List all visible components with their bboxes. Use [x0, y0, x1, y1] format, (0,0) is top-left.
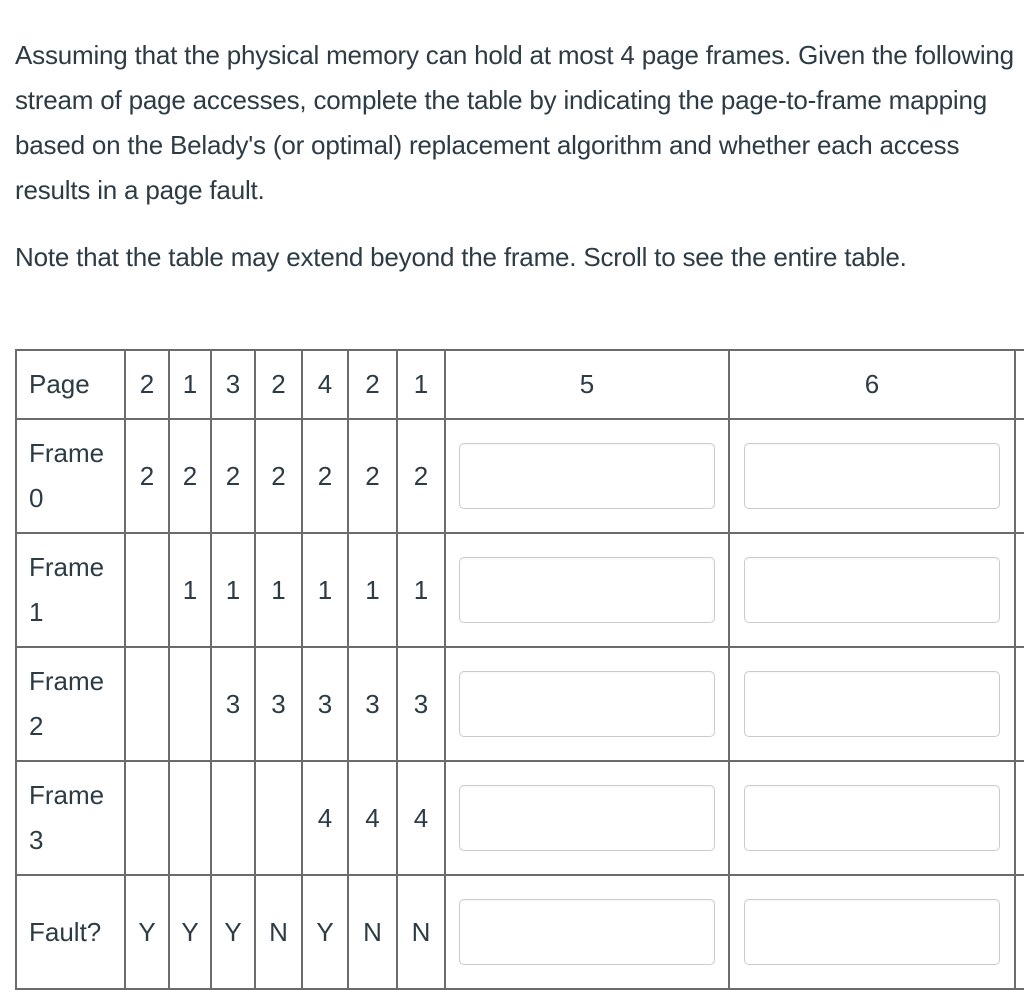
fault-cell: Y [169, 875, 211, 989]
frame-row-3 [16, 761, 1024, 875]
frame-row-label: Frame 1 [16, 533, 125, 647]
frame-cell: 1 [255, 533, 302, 647]
page-cell: 2 [348, 350, 397, 419]
page-row [16, 350, 1024, 419]
frame-cell: 3 [211, 647, 255, 761]
frame-cell: 2 [348, 419, 397, 533]
frame-row-label: Frame 3 [16, 761, 125, 875]
question-text [15, 33, 1015, 280]
frame-cell: 4 [302, 761, 348, 875]
frame-cell: 3 [348, 647, 397, 761]
page-cell: 5 [445, 350, 729, 419]
page-frame-table [15, 349, 1024, 990]
page-row-label: Page [16, 350, 125, 419]
frame-cell [125, 647, 169, 761]
answer-input-frame1-page6[interactable] [744, 557, 1000, 623]
fault-cell: Y [125, 875, 169, 989]
fault-cell: Y [302, 875, 348, 989]
frame-cell [169, 761, 211, 875]
answer-input-frame1-page5[interactable] [459, 557, 715, 623]
answer-cell [729, 533, 1015, 647]
answer-input-frame2-page6[interactable] [744, 671, 1000, 737]
frame-cell: 1 [348, 533, 397, 647]
answer-cell [445, 419, 729, 533]
overflow-cell [1015, 533, 1024, 647]
frame-cell: 3 [302, 647, 348, 761]
page-cell: 1 [169, 350, 211, 419]
answer-input-frame3-page6[interactable] [744, 785, 1000, 851]
answer-cell [729, 647, 1015, 761]
answer-input-frame2-page5[interactable] [459, 671, 715, 737]
answer-input-frame0-page5[interactable] [459, 443, 715, 509]
frame-cell [211, 761, 255, 875]
fault-cell: N [397, 875, 445, 989]
frame-row-2 [16, 647, 1024, 761]
table-scroll-container[interactable] [15, 349, 1024, 997]
overflow-cell [1015, 350, 1024, 419]
answer-cell [445, 875, 729, 989]
frame-cell: 1 [397, 533, 445, 647]
answer-input-frame0-page6[interactable] [744, 443, 1000, 509]
frame-cell: 3 [397, 647, 445, 761]
page-cell: 4 [302, 350, 348, 419]
overflow-cell [1015, 647, 1024, 761]
frame-row-label: Frame 2 [16, 647, 125, 761]
question-paragraph: Assuming that the physical memory can hold at most 4 page frames. Given the following stream of page accesses, complete the table by indicating the page-to-frame mapping based on the Belady's (or optimal) replacement algorithm and whether each access results in a page fault. [15, 40, 1014, 205]
frame-cell: 2 [125, 419, 169, 533]
scroll-note: Note that the table may extend beyond the frame. Scroll to see the entire table. [15, 242, 907, 272]
answer-cell [445, 647, 729, 761]
frame-cell: 4 [348, 761, 397, 875]
frame-cell: 4 [397, 761, 445, 875]
answer-cell [729, 419, 1015, 533]
page-cell: 2 [125, 350, 169, 419]
frame-cell [255, 761, 302, 875]
answer-cell [445, 533, 729, 647]
answer-cell [729, 875, 1015, 989]
fault-cell: N [255, 875, 302, 989]
frame-cell [169, 647, 211, 761]
overflow-cell [1015, 761, 1024, 875]
page-cell: 6 [729, 350, 1015, 419]
frame-cell: 2 [169, 419, 211, 533]
frame-cell [125, 533, 169, 647]
frame-cell: 2 [211, 419, 255, 533]
page-cell: 1 [397, 350, 445, 419]
frame-row-1 [16, 533, 1024, 647]
frame-cell: 2 [255, 419, 302, 533]
fault-cell: Y [211, 875, 255, 989]
overflow-cell [1015, 875, 1024, 989]
fault-row-label: Fault? [16, 875, 125, 989]
frame-cell: 1 [169, 533, 211, 647]
frame-row-label: Frame 0 [16, 419, 125, 533]
answer-cell [445, 761, 729, 875]
answer-input-fault-page5[interactable] [459, 899, 715, 965]
frame-cell: 2 [397, 419, 445, 533]
frame-cell: 2 [302, 419, 348, 533]
frame-cell [125, 761, 169, 875]
fault-cell: N [348, 875, 397, 989]
frame-cell: 1 [211, 533, 255, 647]
fault-row [16, 875, 1024, 989]
page-cell: 2 [255, 350, 302, 419]
answer-input-frame3-page5[interactable] [459, 785, 715, 851]
frame-cell: 3 [255, 647, 302, 761]
answer-input-fault-page6[interactable] [744, 899, 1000, 965]
frame-row-0 [16, 419, 1024, 533]
page-cell: 3 [211, 350, 255, 419]
overflow-cell [1015, 419, 1024, 533]
answer-cell [729, 761, 1015, 875]
frame-cell: 1 [302, 533, 348, 647]
